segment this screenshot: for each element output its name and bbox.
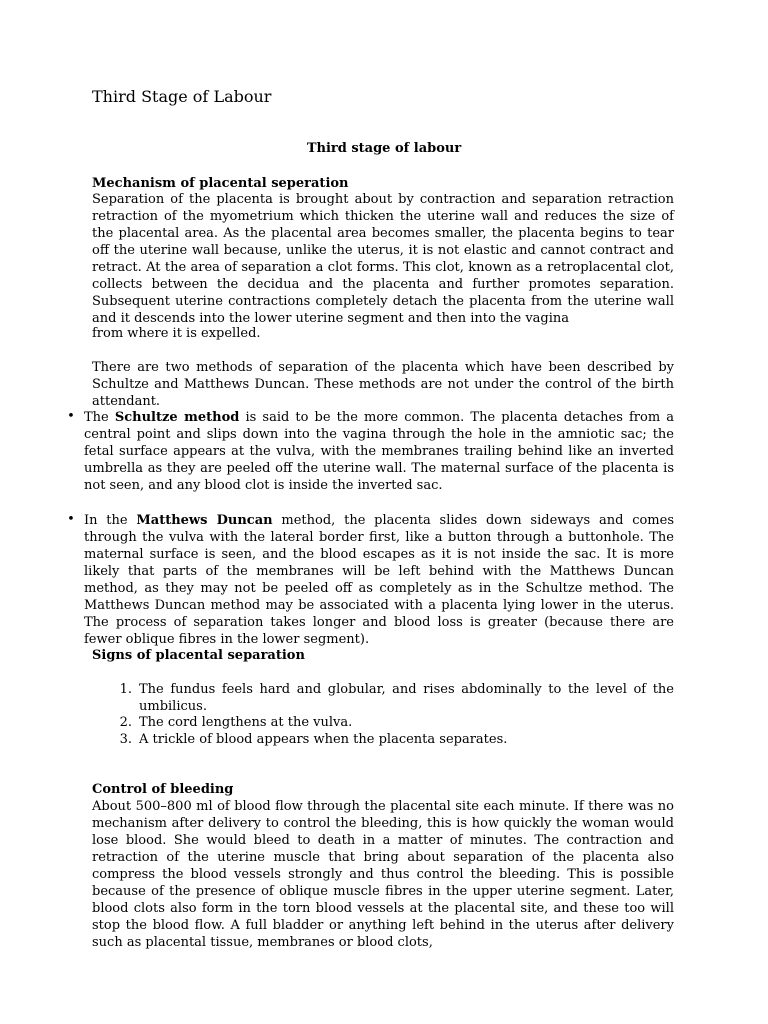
signs-item-1 (110, 681, 674, 715)
signs-item-number: 3. (119, 732, 132, 747)
schultze-text: is said to be the more common. The placenta detaches from a central point and slips down into the vagina through the hole in the amniotic sac; the fetal surface appears at the vulva, with the membranes trailing behind like an inverted umbrella as they are peeled off the uterine wall. The maternal surface of the placenta is not seen, and any blood clot is inside the inverted sac. (84, 410, 675, 493)
signs-item-3 (110, 731, 674, 748)
signs-item-2 (110, 714, 674, 731)
bullet-schultze: • (67, 409, 75, 424)
mechanism-heading: Mechanism of placental seperation (92, 176, 349, 191)
document-title: Third Stage of Labour (92, 87, 272, 106)
control-paragraph: About 500–800 ml of blood flow through the placental site each minute. If there was no mechanism after delivery to control the bleeding, this is how quickly the woman would lose blood. She would bleed to death in a matter of minutes. The contraction and retraction of the uterine muscle that bring about separation of the placenta also compress the blood vessels strongly and thus control the bleeding. This is possible because of the presence of oblique muscle fibres in the upper uterine segment. Later, blood clots also form in the torn blood vessels at the placental site, and these too will stop the blood flow. A full bladder or anything left behind in the uterus after delivery such as placental tissue, membranes or blood clots, (92, 799, 674, 950)
section-title: Third stage of labour (306, 141, 462, 156)
matthews-duncan-prefix: In the (84, 513, 137, 528)
mechanism-paragraph: Separation of the placenta is brought about by contraction and separation retraction retraction of the myometrium which thicken the uterine wall and reduces the size of the placental area. As the placental area becomes smaller, the placenta begins to tear off the uterine wall because, unlike the uterus, it is not elastic and cannot contract and retract. At the area of separation a clot forms. This clot, known as a retroplacental clot, collects between the decidua and the placenta and further promotes separation. Subsequent uterine contractions completely detach the placenta from the uterine wall and it descends into the lower uterine segment and then into the vagina (92, 192, 674, 326)
mechanism-paragraph-tail: from where it is expelled. (92, 326, 261, 341)
control-heading: Control of bleeding (92, 782, 234, 797)
schultze-method-term: Schultze method (114, 410, 240, 425)
matthews-duncan-text: method, the placenta slides down sideways and comes through the vulva with the lateral border first, like a button through a buttonhole. The maternal surface is seen, and the blood escapes as it is not inside the sac. It is more likely that parts of the membranes will be left behind with the Matthews Duncan method, as they may not be peeled off as completely as in the Schultze method. The Matthews Duncan method may be associated with a placenta lying lower in the uterus. The process of separation takes longer and blood loss is greater (because there are fewer oblique fibres in the lower segment). (84, 513, 674, 647)
matthews-duncan-paragraph (84, 512, 674, 648)
bullet-matthews-duncan: • (67, 512, 75, 527)
schultze-paragraph (84, 409, 674, 494)
methods-paragraph: There are two methods of separation of the placenta which have been described by Schultze and Matthews Duncan. These methods are not under the control of the birth attendant. (92, 360, 674, 409)
signs-item-text: A trickle of blood appears when the placenta separates. (139, 732, 508, 747)
schultze-prefix: The (84, 410, 115, 425)
signs-item-number: 2. (119, 715, 132, 730)
signs-item-number: 1. (119, 682, 132, 697)
signs-item-text: The fundus feels hard and globular, and rises abdominally to the level of the umbilicus. (139, 682, 674, 714)
signs-heading: Signs of placental separation (92, 648, 305, 663)
matthews-duncan-term: Matthews Duncan (136, 513, 273, 528)
signs-item-text: The cord lengthens at the vulva. (139, 715, 353, 730)
